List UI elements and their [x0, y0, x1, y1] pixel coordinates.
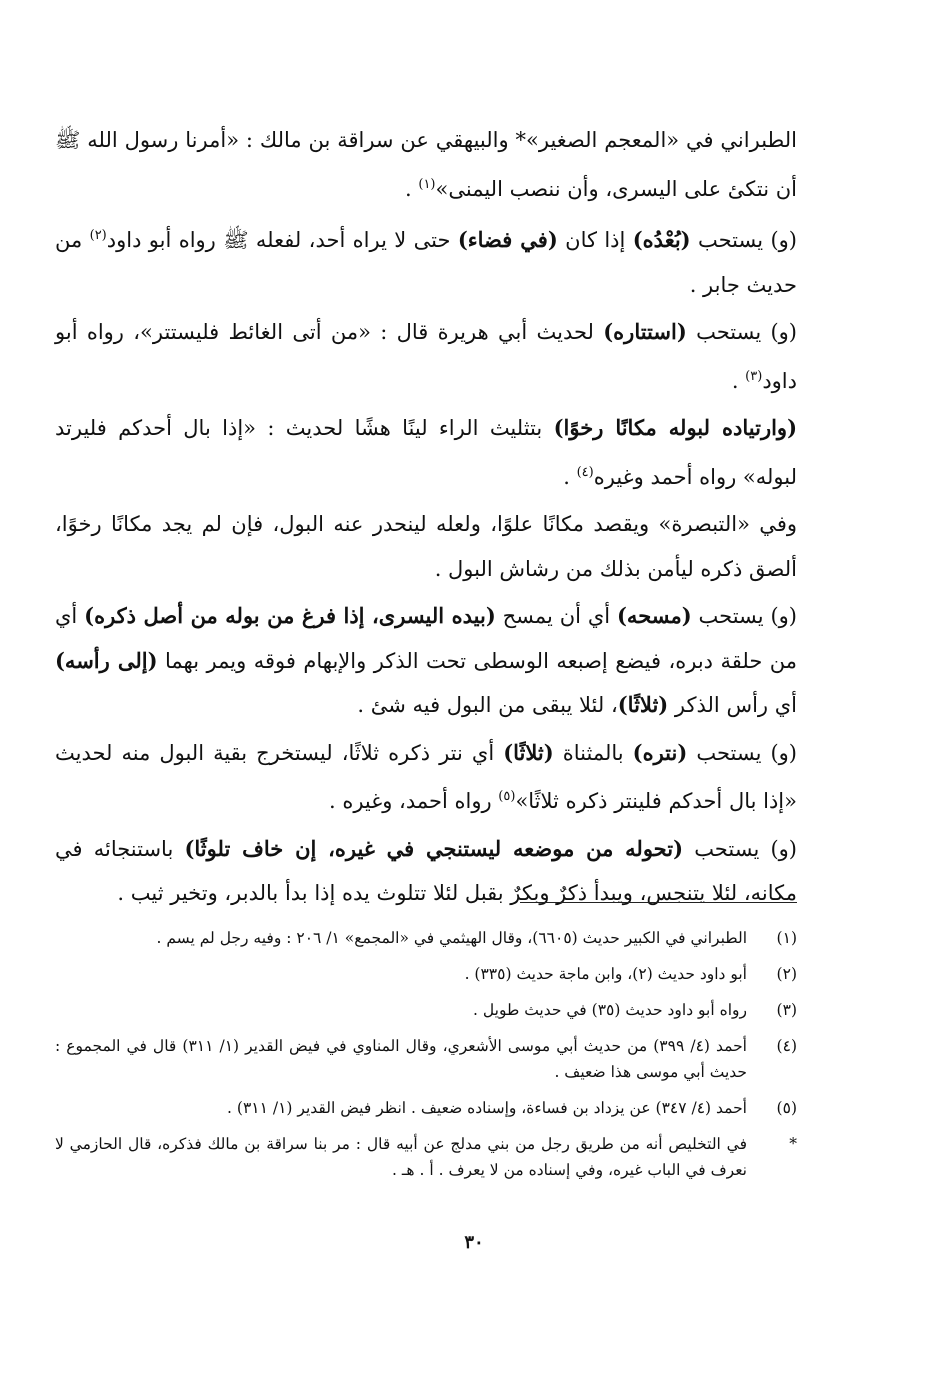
- text-segment: أي رأس الذكر: [668, 693, 797, 717]
- footnote-ref: (٢): [89, 228, 107, 243]
- text-segment: وفي «التبصرة» ويقصد مكانًا علوًا، ولعله لينحدر عنه البول، فإن لم يجد مكانًا رخوًا، ألصق ذكره ليأمن بذلك من رشاش البول .: [55, 512, 797, 581]
- bold-term: (بيده اليسرى، إذا فرغ من بوله من أصل ذكره): [84, 603, 496, 628]
- footnote: [55, 925, 797, 951]
- footnote-number: *: [789, 1135, 797, 1153]
- paragraph: [55, 118, 797, 211]
- footnote-number: (٤): [776, 1037, 797, 1055]
- bold-term: (وارتياده لبوله مكانًا رخوًا): [553, 415, 797, 440]
- footnote-number: (٥): [776, 1099, 797, 1117]
- text-segment: الطبراني في «المعجم الصغير»* والبيهقي عن سراقة بن مالك : «أمرنا رسول الله ﷺ أن نتكئ على اليسرى، وأن ننصب اليمنى»: [55, 128, 797, 201]
- bold-term: (تحوله من موضعه ليستنجي في غيره، إن خاف تلوثًا): [184, 835, 684, 861]
- text-segment: .: [731, 368, 746, 393]
- text-segment: باستنجائه في مكانه، لئلا يتنجس، ويبدأ ذكرٌ وبكرٌ بقبل لئلا تتلوث يده إذا بدأ بالدبر، وتخير ثيب .: [55, 836, 797, 905]
- paragraph: [55, 214, 797, 307]
- footnote-ref: (٣): [745, 368, 763, 384]
- text-segment: إذا كان: [557, 228, 633, 252]
- paragraph: [55, 594, 797, 728]
- text-segment: حتى لا يراه أحد، لفعله ﷺ رواه أبو داود: [106, 228, 458, 252]
- bold-term: (إلى رأسه): [55, 647, 158, 673]
- footnote-separator: [520, 902, 797, 903]
- text-segment: أي نتر ذكره ثلاثًا، ليستخرج بقية البول منه لحديث «إذا بال أحدكم فلينتر ذكره ثلاثًا»: [55, 740, 797, 813]
- text-segment: .: [563, 464, 577, 489]
- paragraph: [55, 406, 797, 499]
- bold-term: (ثلاثًا): [617, 692, 669, 717]
- text-segment: رواه أحمد، وغيره .: [328, 789, 499, 813]
- footnote: [55, 1095, 797, 1121]
- bold-term: (استتاره): [603, 319, 687, 344]
- bold-term: (نتره): [632, 739, 688, 765]
- footnote-text: أبو داود حديث (٢)، وابن ماجة حديث (٣٣٥) .: [464, 965, 747, 983]
- paragraph: [55, 731, 797, 824]
- bold-term: (ثلاثًا): [503, 739, 554, 765]
- main-text: [55, 118, 797, 919]
- text-segment: (و) يستحب: [690, 228, 797, 252]
- footnote-text: أحمد (٤/ ٣٩٩) من حديث أبي موسى الأشعري، وقال المناوي في فيض القدير (١/ ٣١١) قال في المجموع : حديث أبي موسى هذا ضعيف .: [55, 1037, 747, 1081]
- text-segment: أي أن يمسح: [495, 604, 617, 628]
- footnote-text: أحمد (٤/ ٣٤٧) عن يزداد بن فساءة، وإسناده ضعيف . انظر فيض القدير (١/ ٣١١) .: [227, 1099, 747, 1117]
- text-segment: (و) يستحب: [683, 836, 797, 861]
- footnote-text: رواه أبو داود حديث (٣٥) في حديث طويل .: [473, 1001, 747, 1019]
- footnote-ref: (٥): [498, 789, 516, 804]
- paragraph: [55, 310, 797, 403]
- footnote-number: (٢): [776, 965, 797, 983]
- footnotes: [55, 925, 797, 1193]
- bold-term: (مسحه): [617, 603, 692, 628]
- text-segment: من حديث جابر .: [55, 228, 797, 297]
- text-segment: (و) يستحب: [686, 320, 797, 344]
- footnote-ref: (٤): [576, 464, 594, 480]
- footnote-number: (٣): [776, 1001, 797, 1019]
- text-segment: ، لئلا يبقى من البول فيه شئ .: [357, 693, 618, 717]
- bold-term: (بُعْدُه): [632, 227, 691, 252]
- text-segment: لحديث أبي هريرة قال : «من أتى الغائط فليستتر»، رواه أبو داود: [55, 320, 797, 393]
- text-segment: .: [405, 176, 419, 201]
- footnote: [55, 997, 797, 1023]
- text-segment: أي من حلقة دبره، فيضع إصبعه الوسطى تحت الذكر والإبهام فوقه ويمر بهما: [55, 604, 798, 673]
- footnote-ref: (١): [418, 176, 436, 192]
- footnote-text: في التخليص أنه من طريق رجل من بني مدلج عن أبيه قال : مر بنا سراقة بن مالك فذكره، قال الحازمي لا نعرف في الباب غيره، وفي إسناده من لا يعرف . أ . هـ .: [55, 1135, 747, 1179]
- text-segment: بتثليث الراء لينًا هشًا لحديث : «إذا بال أحدكم فليرتد لبوله» رواه أحمد وغيره: [55, 416, 797, 489]
- page-number: ٣٠: [464, 1232, 484, 1253]
- footnote-text: الطبراني في الكبير حديث (٦٦٠٥)، وقال الهيثمي في «المجمع» ١/ ٢٠٦ : وفيه رجل لم يسم .: [156, 929, 747, 947]
- text-segment: بالمثناة: [553, 740, 633, 765]
- footnote: [55, 1131, 797, 1183]
- bold-term: (في فضاء): [457, 227, 558, 252]
- footnote-number: (١): [776, 929, 797, 947]
- paragraph: [55, 502, 797, 591]
- footnote: [55, 1033, 797, 1085]
- text-segment: (و) يستحب: [691, 604, 797, 628]
- footnote: [55, 961, 797, 987]
- text-segment: (و) يستحب: [687, 740, 797, 765]
